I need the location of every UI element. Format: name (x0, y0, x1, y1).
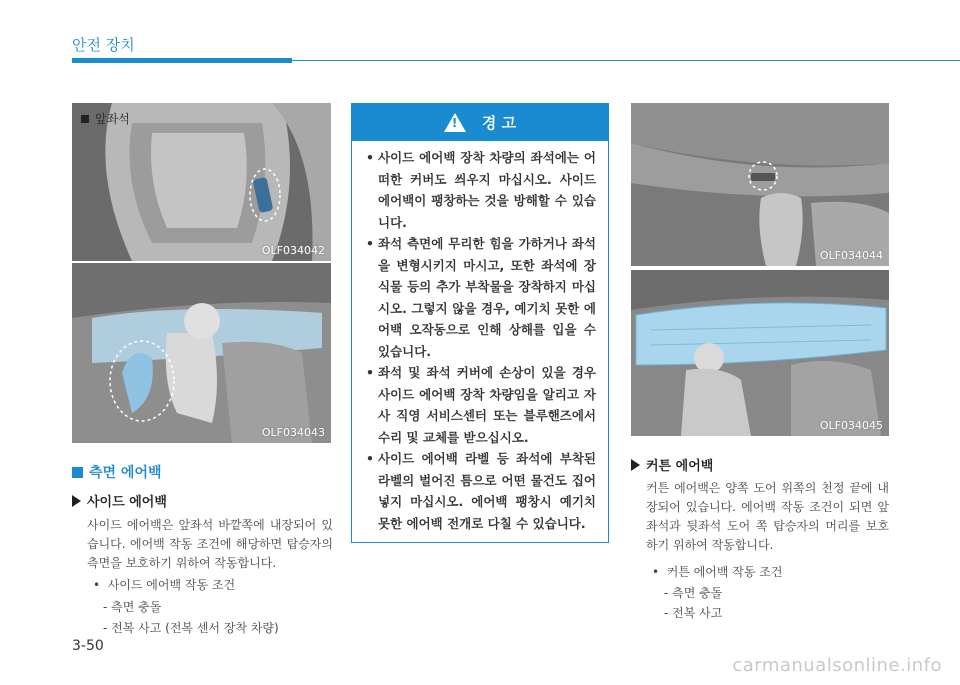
side-airbag-illustration (72, 263, 331, 443)
figure-code: OLF034043 (261, 426, 325, 439)
figure-code: OLF034042 (261, 244, 325, 257)
figure-side-airbag (72, 263, 331, 443)
figure-code: OLF034044 (819, 249, 883, 262)
figure-headliner (631, 103, 889, 266)
warning-icon: ! (444, 113, 466, 132)
condition-item: - 전복 사고 (전복 센서 장착 차량) (103, 621, 279, 635)
condition-item: - 측면 충돌 (664, 586, 723, 600)
side-airbag-condition-bullet: • 사이드 에어백 작동 조건 (93, 578, 236, 592)
figure-curtain-airbag (631, 270, 889, 436)
warning-item: • 좌석 측면에 무리한 힘을 가하거나 좌석을 변형시키지 마시고, 또한 좌석에 장식물 등의 추가 부착물을 장착하지 마십시오. 그렇지 않을 경우, 예기치 못한 에어백 오작동으로 인해 상해를 입을 수 있습니다. (364, 233, 596, 362)
triangle-bullet-icon (631, 459, 640, 471)
square-bullet-icon (72, 467, 83, 478)
subheading-side-airbag: 사이드 에어백 (72, 491, 167, 510)
warning-title: 경 고 (481, 114, 517, 132)
watermark: carmanualsonline.info (732, 655, 942, 676)
header-title: 안전 장치 (72, 36, 135, 54)
warning-header (352, 104, 608, 141)
subheading-curtain-airbag: 커튼 에어백 (631, 455, 713, 474)
curtain-airbag-condition-bullet: • 커튼 에어백 작동 조건 (652, 565, 783, 579)
warning-item: • 사이드 에어백 라벨 등 좌석에 부착된 라벨의 벌어진 틈으로 어떤 물건도 집어넣지 마십시오. 에어백 팽창시 예기치 못한 에어백 전개로 다칠 수 있습니다. (364, 448, 596, 534)
warning-box (351, 103, 609, 543)
side-airbag-description: 사이드 에어백은 앞좌석 바깥쪽에 내장되어 있습니다. 에어백 작동 조건에 해당하면 탑승자의 측면을 보호하기 위하여 작동합니다. (87, 518, 333, 570)
square-bullet-icon (81, 115, 89, 123)
triangle-bullet-icon (72, 495, 81, 507)
headliner-illustration (631, 103, 889, 266)
figure-caption: 앞좌석 (81, 110, 130, 127)
curtain-airbag-description: 커튼 에어백은 양쪽 도어 위쪽의 천정 끝에 내장되어 있습니다. 에어백 작동 조건이 되면 앞좌석과 뒷좌석 도어 쪽 탑승자의 머리를 보호하기 위하여 작동합니다. (646, 481, 889, 552)
section-heading: 측면 에어백 (72, 462, 162, 482)
warning-item: • 사이드 에어백 장착 차량의 좌석에는 어떠한 커버도 씌우지 마십시오. 사이드 에어백이 팽창하는 것을 방해할 수 있습니다. (364, 147, 596, 233)
figure-front-seat (72, 103, 331, 261)
warning-item: • 좌석 및 좌석 커버에 손상이 있을 경우 사이드 에어백 장착 차량임을 알리고 자사 직영 서비스센터 또는 블루핸즈에서 수리 및 교체를 받으십시오. (364, 362, 596, 448)
condition-item: - 전복 사고 (664, 606, 723, 620)
page-number: 3-50 (72, 638, 104, 654)
figure-code: OLF034045 (819, 419, 883, 432)
condition-item: - 측면 충돌 (103, 600, 162, 614)
header-accent-bar (72, 58, 292, 63)
curtain-airbag-illustration (631, 270, 889, 436)
